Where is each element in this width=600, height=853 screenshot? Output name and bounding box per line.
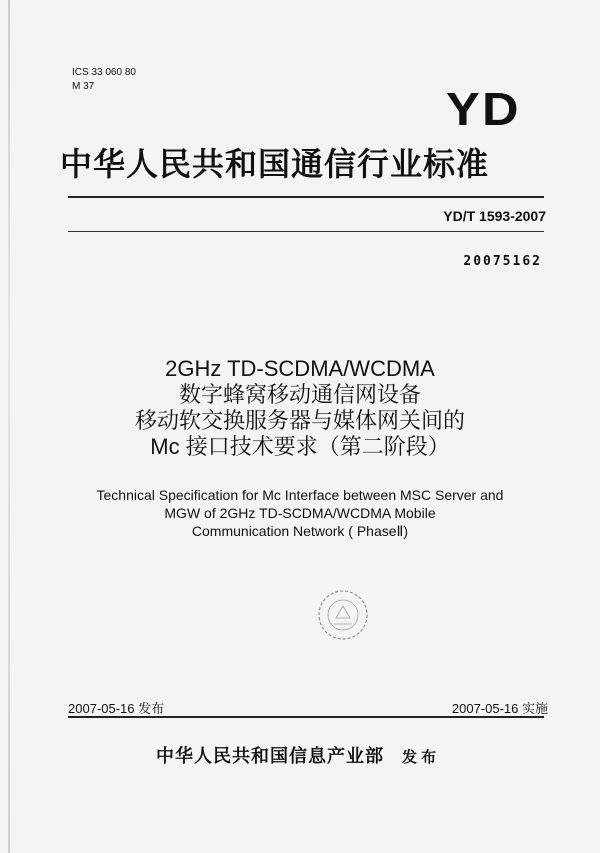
archive-number: 20075162 [463,254,542,269]
standard-title: 中华人民共和国通信行业标准 [60,146,490,182]
chinese-title-line: 2GHz TD-SCDMA/WCDMA [165,356,435,381]
english-title [40,486,560,540]
binding-edge [8,0,10,853]
chinese-title-line: Mc 接口技术要求（第二阶段） [150,434,450,459]
english-title-line: Communication Network ( PhaseⅡ) [191,523,409,539]
divider-doc-number [68,231,544,232]
english-title-line: MGW of 2GHz TD-SCDMA/WCDMA Mobile [164,505,436,521]
yd-logo: YD [446,83,521,135]
ics-code: ICS 33 060 80 [72,67,136,78]
issuer-name: 中华人民共和国信息产业部 [156,746,384,766]
chinese-title-line: 数字蜂窝移动通信网设备 [178,382,421,407]
issuing-authority [156,742,436,768]
doc-number: YD/T 1593-2007 [443,208,546,224]
chinese-title [60,356,540,460]
classification-codes [72,66,136,94]
publish-label: 发 布 [402,749,437,766]
divider-top [68,196,544,198]
chinese-title-line: 移动软交换服务器与媒体网关间的 [134,408,465,433]
library-stamp-icon [316,588,370,642]
implementation-date: 2007-05-16 实施 [451,701,548,716]
release-date: 2007-05-16 发布 [68,701,165,716]
english-title-line: Technical Specification for Mc Interface between MSC Server and [96,487,504,503]
category-code: M 37 [72,81,95,92]
divider-bottom [68,716,544,718]
